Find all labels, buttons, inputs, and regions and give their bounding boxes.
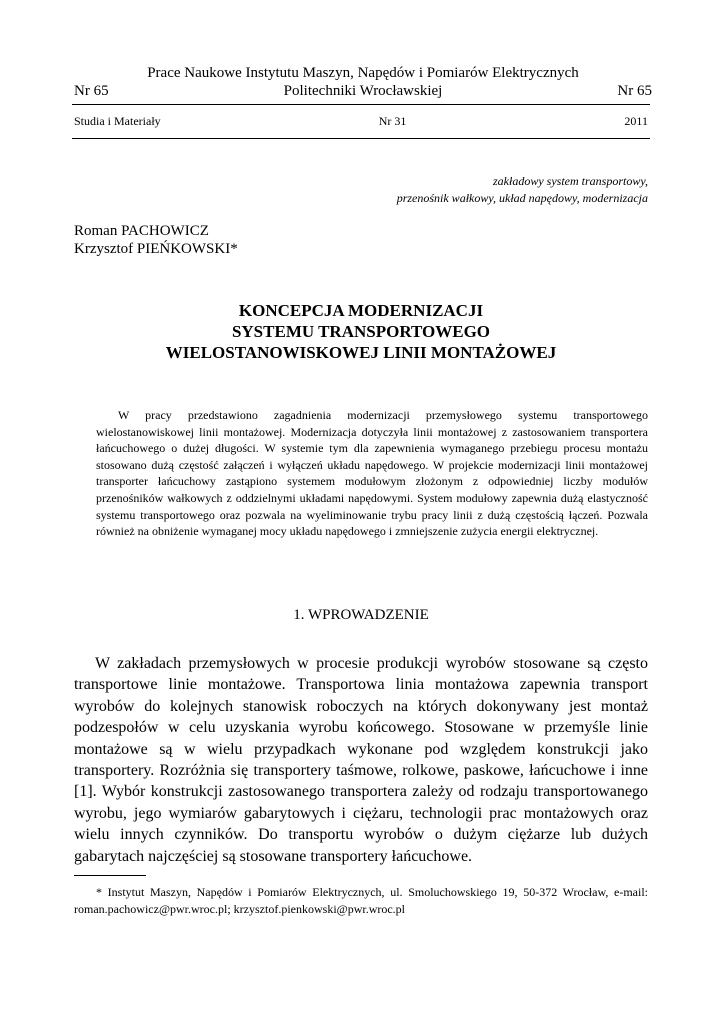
title-line: SYSTEMU TRANSPORTOWEGO — [231, 322, 491, 341]
author-name: Roman PACHOWICZ — [74, 223, 209, 239]
section-heading: 1. WPROWADZENIE — [293, 607, 429, 623]
author-name: Krzysztof PIEŃKOWSKI* — [74, 241, 238, 257]
keywords-line: przenośnik wałkowy, układ napędowy, modernizacja — [396, 191, 648, 205]
header-divider — [72, 104, 650, 105]
journal-name: Prace Naukowe Instytutu Maszyn, Napędów i Pomiarów Elektrycznych — [147, 65, 579, 81]
title-line: WIELOSTANOWISKOWEJ LINII MONTAŻOWEJ — [165, 343, 557, 362]
issue-number-right: Nr 65 — [617, 83, 652, 99]
keywords — [397, 173, 648, 207]
title-line: KONCEPCJA MODERNIZACJI — [238, 301, 484, 320]
subheader-divider — [72, 138, 650, 139]
journal-header-row — [74, 82, 652, 100]
series-number: Nr 31 — [378, 114, 407, 128]
publication-year: 2011 — [624, 114, 648, 128]
footnote: * Instytut Maszyn, Napędów i Pomiarów Elektrycznych, ul. Smoluchowskiego 19, 50-372 Wrocław, e-mail: roman.pachowicz@pwr.wroc.pl; krzysztof.pienkowski@pwr.wroc.pl — [74, 885, 648, 916]
series-header-row — [74, 114, 648, 128]
authors — [74, 222, 238, 258]
university-name: Politechniki Wrocławskiej — [283, 83, 443, 99]
series-name: Studia i Materiały — [74, 114, 161, 128]
footnote-divider — [74, 875, 146, 876]
issue-number-left: Nr 65 — [74, 83, 109, 99]
abstract: W pracy przedstawiono zagadnienia modernizacji przemysłowego systemu transportowego wielostanowiskowej linii montażowej. Modernizacja dotyczyła linii montażowej z zastosowaniem transportera łańcuchowego o dużej długości. W systemie tym dla zapewnienia wymaganego przebiegu procesu montażu stosowano dużą częstość załączeń i wyłączeń układu napędowego. W projekcie modernizacji linii montażowej transporter łańcuchowy zastąpiono systemem modułowym złożonym z odpowiedniej liczby modułów przenośników wałkowych z oddzielnymi układami napędowymi. System modułowy zapewnia dużą elastyczność systemu transportowego oraz pozwala na wyeliminowanie trybu pracy linii z dużą częstością łączeń. Pozwala również na obniżenie wymaganej mocy układu napędowego i zmniejszenie zużycia energii elektrycznej. — [96, 408, 648, 539]
paper-title — [74, 300, 648, 363]
keywords-line: zakładowy system transportowy, — [493, 174, 648, 188]
body-paragraph: W zakładach przemysłowych w procesie produkcji wyrobów stosowane są często transportowe linie montażowe. Transportowa linia montażowa zapewnia transport wyrobów do kolejnych stanowisk roboczych na których dokonywany jest montaż podzespołów w celu uzyskania wyrobu końcowego. Stosowane w przemyśle linie montażowe są w wielu przypadkach wykonane pod względem konstrukcji jako transportery. Rozróżnia się transportery taśmowe, rolkowe, paskowe, łańcuchowe i inne [1]. Wybór konstrukcji zastosowanego transportera zależy od rodzaju transportowanego wyrobu, jego wymiarów gabarytowych i ciężaru, technologii prac montażowych oraz wielu innych czynników. Do transportu wyrobów o dużym ciężarze lub dużych gabarytach najczęściej są stosowane transportery łańcuchowe. — [74, 655, 648, 865]
